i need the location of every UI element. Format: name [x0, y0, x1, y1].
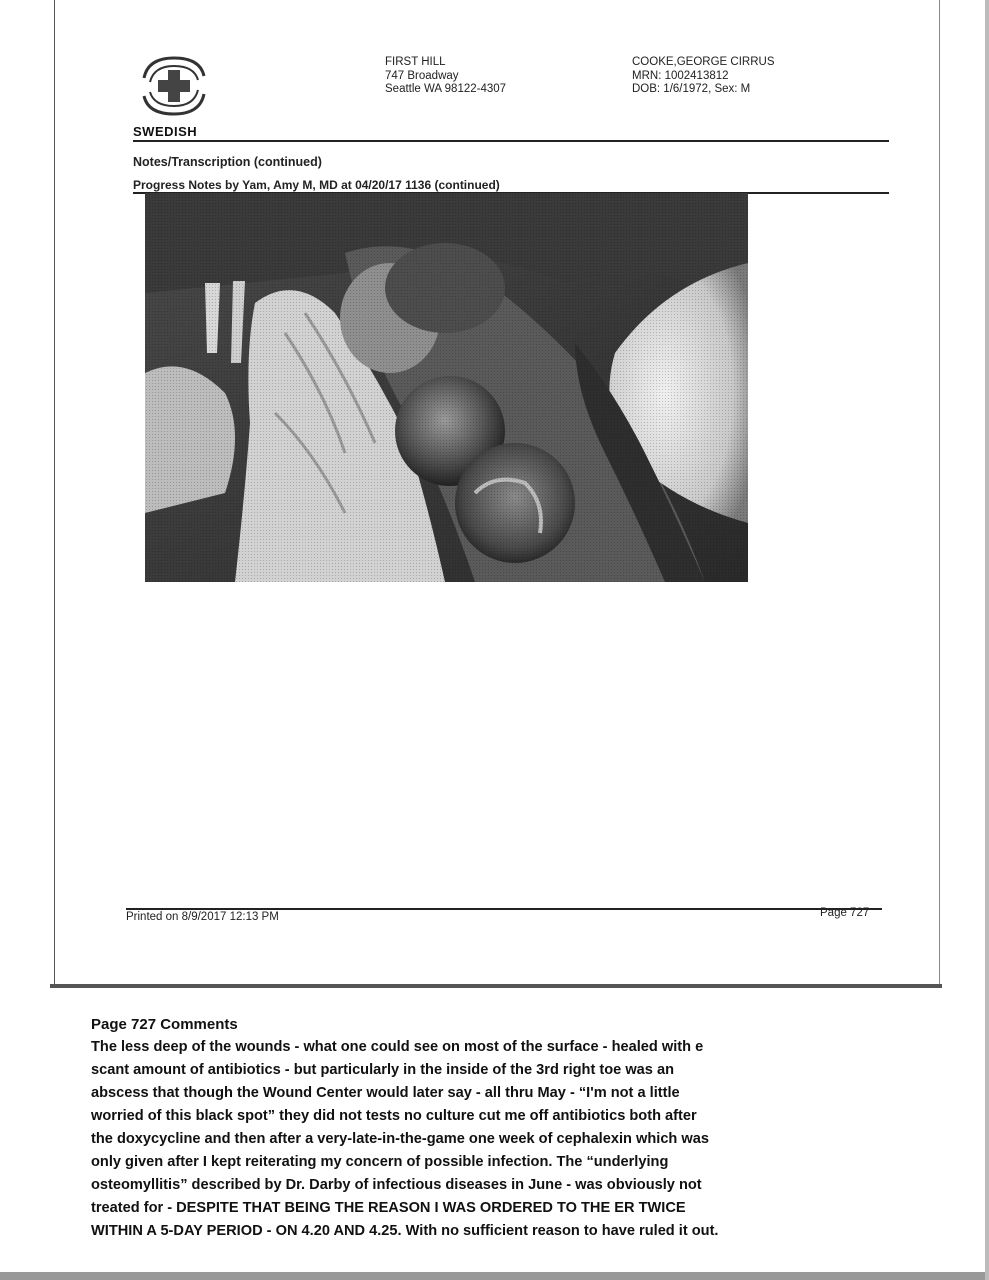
progress-note-heading: Progress Notes by Yam, Amy M, MD at 04/20/17 1136 (continued)	[133, 178, 500, 192]
comments-title: Page 727 Comments	[91, 1016, 238, 1033]
printed-timestamp: Printed on 8/9/2017 12:13 PM	[126, 911, 279, 923]
footer-rule	[126, 908, 882, 910]
comment-line: abscess that though the Wound Center would later say - all thru May - “I'm not a little	[91, 1085, 680, 1101]
scan-page-bottom-edge	[50, 984, 942, 988]
scan-left-border	[54, 0, 55, 988]
scan-right-border	[939, 0, 940, 988]
comment-line: only given after I kept reiterating my concern of possible infection. The “underlying	[91, 1154, 669, 1170]
patient-mrn: MRN: 1002413812	[632, 69, 729, 82]
facility-address	[385, 56, 506, 97]
comment-line: treated for - DESPITE THAT BEING THE REASON I WAS ORDERED TO THE ER TWICE	[91, 1200, 686, 1216]
page-number: Page 727	[820, 907, 870, 919]
facility-line: 747 Broadway	[385, 69, 459, 82]
patient-info	[632, 56, 775, 97]
wound-photo	[145, 193, 748, 582]
section-title: Notes/Transcription (continued)	[133, 155, 322, 169]
scan-outer-bottom-edge	[0, 1272, 989, 1280]
comment-line: osteomyllitis” described by Dr. Darby of infectious diseases in June - was obviously not	[91, 1177, 702, 1193]
patient-dob: DOB: 1/6/1972, Sex: M	[632, 83, 751, 95]
comment-line: worried of this black spot” they did not tests no culture cut me off antibiotics both after	[91, 1108, 697, 1124]
comments-body	[91, 1036, 921, 1243]
comment-line: the doxycycline and then after a very-late-in-the-game one week of cephalexin which was	[91, 1131, 709, 1147]
swedish-logo-icon	[136, 52, 212, 120]
comment-line: WITHIN A 5-DAY PERIOD - ON 4.20 AND 4.25. With no sufficient reason to have ruled it out.	[91, 1223, 719, 1239]
facility-line: FIRST HILL	[385, 56, 446, 68]
brand-name: SWEDISH	[133, 124, 198, 139]
scan-outer-right-edge	[985, 0, 989, 1280]
comment-line: scant amount of antibiotics - but particularly in the inside of the 3rd right toe was an	[91, 1062, 675, 1078]
patient-name: COOKE,GEORGE CIRRUS	[632, 56, 775, 68]
header-rule	[133, 140, 889, 142]
comment-line: The less deep of the wounds - what one could see on most of the surface - healed with e	[91, 1039, 704, 1055]
facility-line: Seattle WA 98122-4307	[385, 83, 507, 95]
